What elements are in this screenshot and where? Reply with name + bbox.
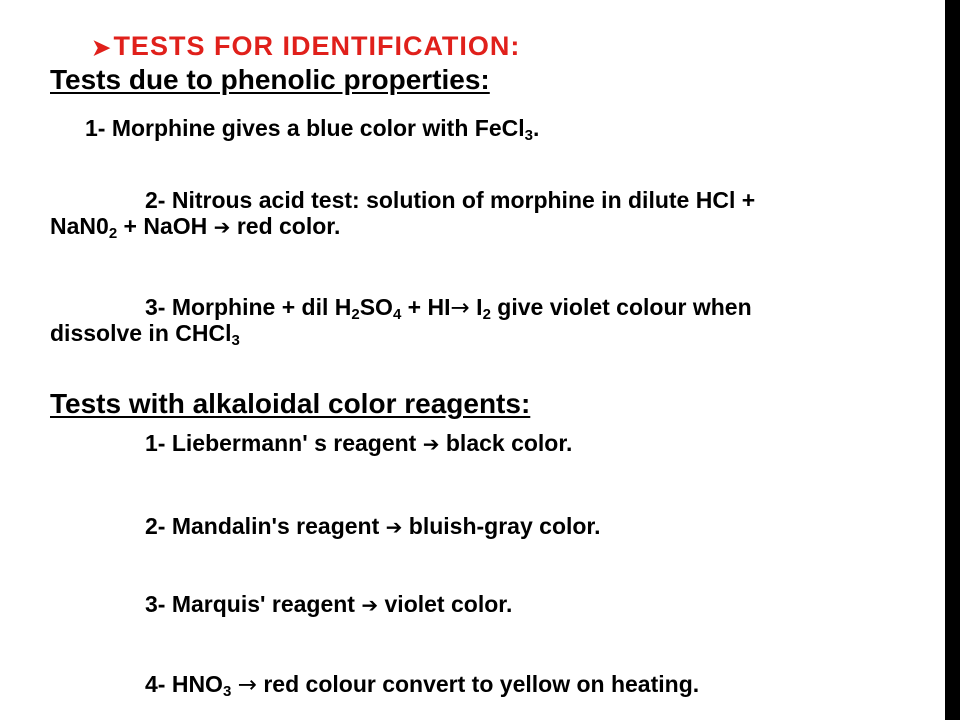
alkaloidal-item-1-result: black color. <box>439 430 573 456</box>
subscript: 3 <box>524 127 533 144</box>
subscript: 2 <box>108 225 118 242</box>
subscript: 2 <box>482 306 491 323</box>
alkaloidal-heading: Tests with alkaloidal color reagents: <box>50 388 531 419</box>
phenolic-item-3-so: SO <box>359 294 393 320</box>
phenolic-item-3-line-1 <box>145 294 752 323</box>
right-arrow-icon: → <box>237 672 257 698</box>
phenolic-item-3-result: give violet colour when <box>490 294 752 320</box>
right-arrow-icon: ➔ <box>361 593 379 617</box>
subscript: 3 <box>222 683 232 700</box>
phenolic-item-2-line-2 <box>50 213 341 242</box>
arrow-bullet-icon: ➤ <box>92 35 112 60</box>
right-arrow-icon: ➔ <box>422 432 440 456</box>
slide-title <box>92 33 520 60</box>
phenolic-item-2-text: NaN0 <box>50 213 109 239</box>
alkaloidal-item-2-result: bluish-gray color. <box>402 513 601 539</box>
phenolic-item-1-end: . <box>532 115 540 141</box>
phenolic-item-2-mid: + NaOH <box>117 213 214 239</box>
alkaloidal-item-4-result: red colour convert to yellow on heating. <box>256 671 700 697</box>
phenolic-item-3-hi: + HI <box>401 294 451 320</box>
phenolic-item-2-result: red color. <box>230 213 341 239</box>
right-arrow-icon: → <box>450 295 470 321</box>
phenolic-item-1-text: 1- Morphine gives a blue color with FeCl <box>85 115 525 141</box>
slide-border-bar <box>945 0 960 720</box>
right-arrow-icon: ➔ <box>385 515 403 539</box>
alkaloidal-item-4 <box>145 671 700 700</box>
slide-title-text: TESTS FOR IDENTIFICATION: <box>113 31 521 61</box>
subscript: 3 <box>231 332 240 349</box>
right-arrow-icon: ➔ <box>213 215 231 239</box>
alkaloidal-item-3-result: violet color. <box>378 591 513 617</box>
phenolic-item-3-line-2-text: dissolve in CHCl <box>50 320 232 346</box>
alkaloidal-item-1 <box>145 432 572 455</box>
alkaloidal-item-4-text: 4- HNO <box>145 671 223 697</box>
subscript: 2 <box>351 306 360 323</box>
phenolic-item-3-iodine: I <box>469 294 483 320</box>
alkaloidal-item-2-text: 2- Mandalin's reagent <box>145 513 386 539</box>
phenolic-item-3-line-2 <box>50 320 240 349</box>
phenolic-heading: Tests due to phenolic properties: <box>50 64 490 95</box>
phenolic-item-1 <box>85 115 540 144</box>
subscript: 4 <box>392 306 402 323</box>
alkaloidal-item-3 <box>145 593 512 616</box>
alkaloidal-item-1-text: 1- Liebermann' s reagent <box>145 430 423 456</box>
phenolic-item-2-line-1: 2- Nitrous acid test: solution of morphine in dilute HCl + <box>145 187 756 213</box>
alkaloidal-item-2 <box>145 515 601 538</box>
phenolic-item-3-text: 3- Morphine + dil H <box>145 294 352 320</box>
alkaloidal-item-3-text: 3- Marquis' reagent <box>145 591 362 617</box>
